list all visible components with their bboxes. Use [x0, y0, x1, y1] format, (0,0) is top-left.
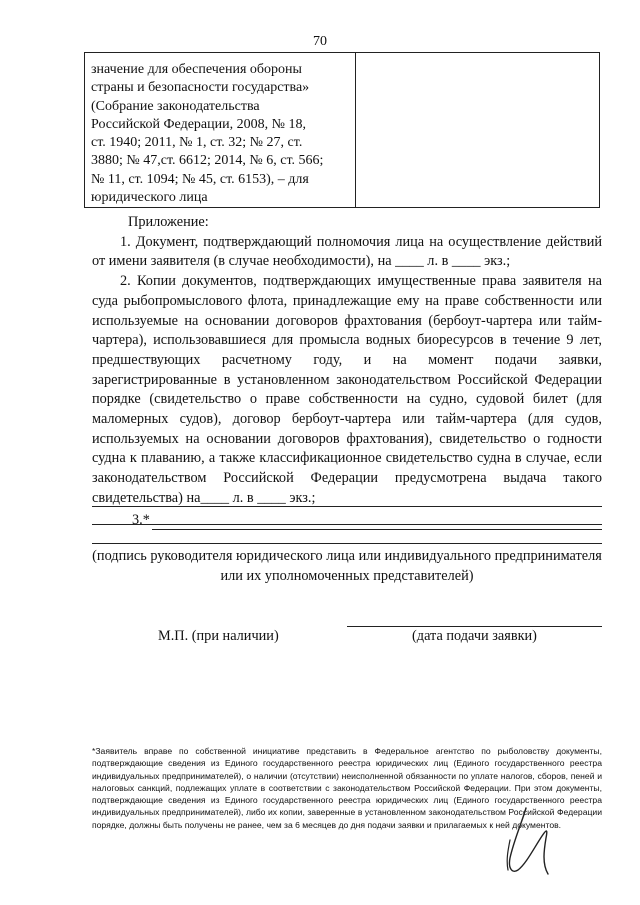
appendix — [92, 213, 602, 530]
signature-line — [92, 543, 602, 544]
blank-line-1 — [92, 506, 602, 507]
blank-line-2 — [92, 524, 602, 525]
date-label: (дата подачи заявки) — [412, 628, 537, 644]
page-number: 70 — [313, 34, 327, 49]
appendix-item-2: 2. Копии документов, подтверждающих имущественные права заявителя на суда рыбопромыслового флота, принадлежащие ему на праве собственности или используемые на основании договоров фрахтования (бербоут-чартера или тайм-чартера), использовавшиеся для промысла водных биоресурсов в течение 9 лет, предшествующих расчетному году, и на момент подачи заявки, зарегистрированные в установленном законодательством Российской Федерации порядке (свидетельство о праве собственности на судно, судовой билет (для маломерных судов), договор бербоут-чартера или тайм-чартера (для судов, используемых на основании договоров фрахтования), свидетельство о годности судна к плаванию, а также классификационное свидетельство судна в случае, если законодательством Российской Федерации предусмотрена выдача такого свидетельства) на____ л. в ____ экз.; — [92, 273, 602, 506]
table-cell-left — [85, 53, 356, 208]
appendix-title: Приложение: — [128, 214, 209, 230]
appendix-item-3-label: 3.* — [132, 511, 150, 528]
table-cell-left-text: значение для обеспечения обороны страны и безопасности государства» (Собрание законодательства Российской Федерации, 2008, № 18, ст. 1940; 2011, № 1, ст. 32; № 27, ст. 3880; № 47,ст. 6612; 2014, № 6, ст. 566; № 11, ст. 1094; № 45, ст. 6153), – для юридического лица — [91, 62, 324, 206]
stamp-label: М.П. (при наличии) — [158, 628, 279, 644]
appendix-item-3 — [92, 511, 602, 531]
appendix-item-1: 1. Документ, подтверждающий полномочия лица на осуществление действий от имени заявителя (в случае необходимости), на ____ л. в ____ экз.; — [92, 233, 602, 270]
handwritten-signature — [496, 800, 556, 880]
signature-caption: (подпись руководителя юридического лица или индивидуального предпринимателя или их уполномоченных представителей) — [92, 548, 602, 584]
date-line — [347, 626, 602, 627]
appendix-item-3-fill-line — [152, 515, 602, 530]
continuation-table — [84, 52, 600, 208]
footnote: *Заявитель вправе по собственной инициативе представить в Федеральное агентство по рыболовству документы, подтверждающие сведения из Единого государственного реестра юридических лиц (Единого государственного реестра индивидуальных предпринимателей), о наличии (отсутствии) неисполненной обязанности по уплате налогов, сборов, пеней и налоговых санкций, подлежащих уплате в соответствии с законодательством Российской Федерации. При этом документы, подтверждающие сведения из Единого государственного реестра юридических лиц (Единого государственного реестра индивидуальных предпринимателей), либо их копии, заверенные в установленном законодательством Российской Федерации порядке, должны быть получены не ранее, чем за 6 месяцев до дня подачи заявки и прилагаемых к ней документов. — [92, 746, 602, 830]
table-cell-right — [356, 53, 600, 208]
